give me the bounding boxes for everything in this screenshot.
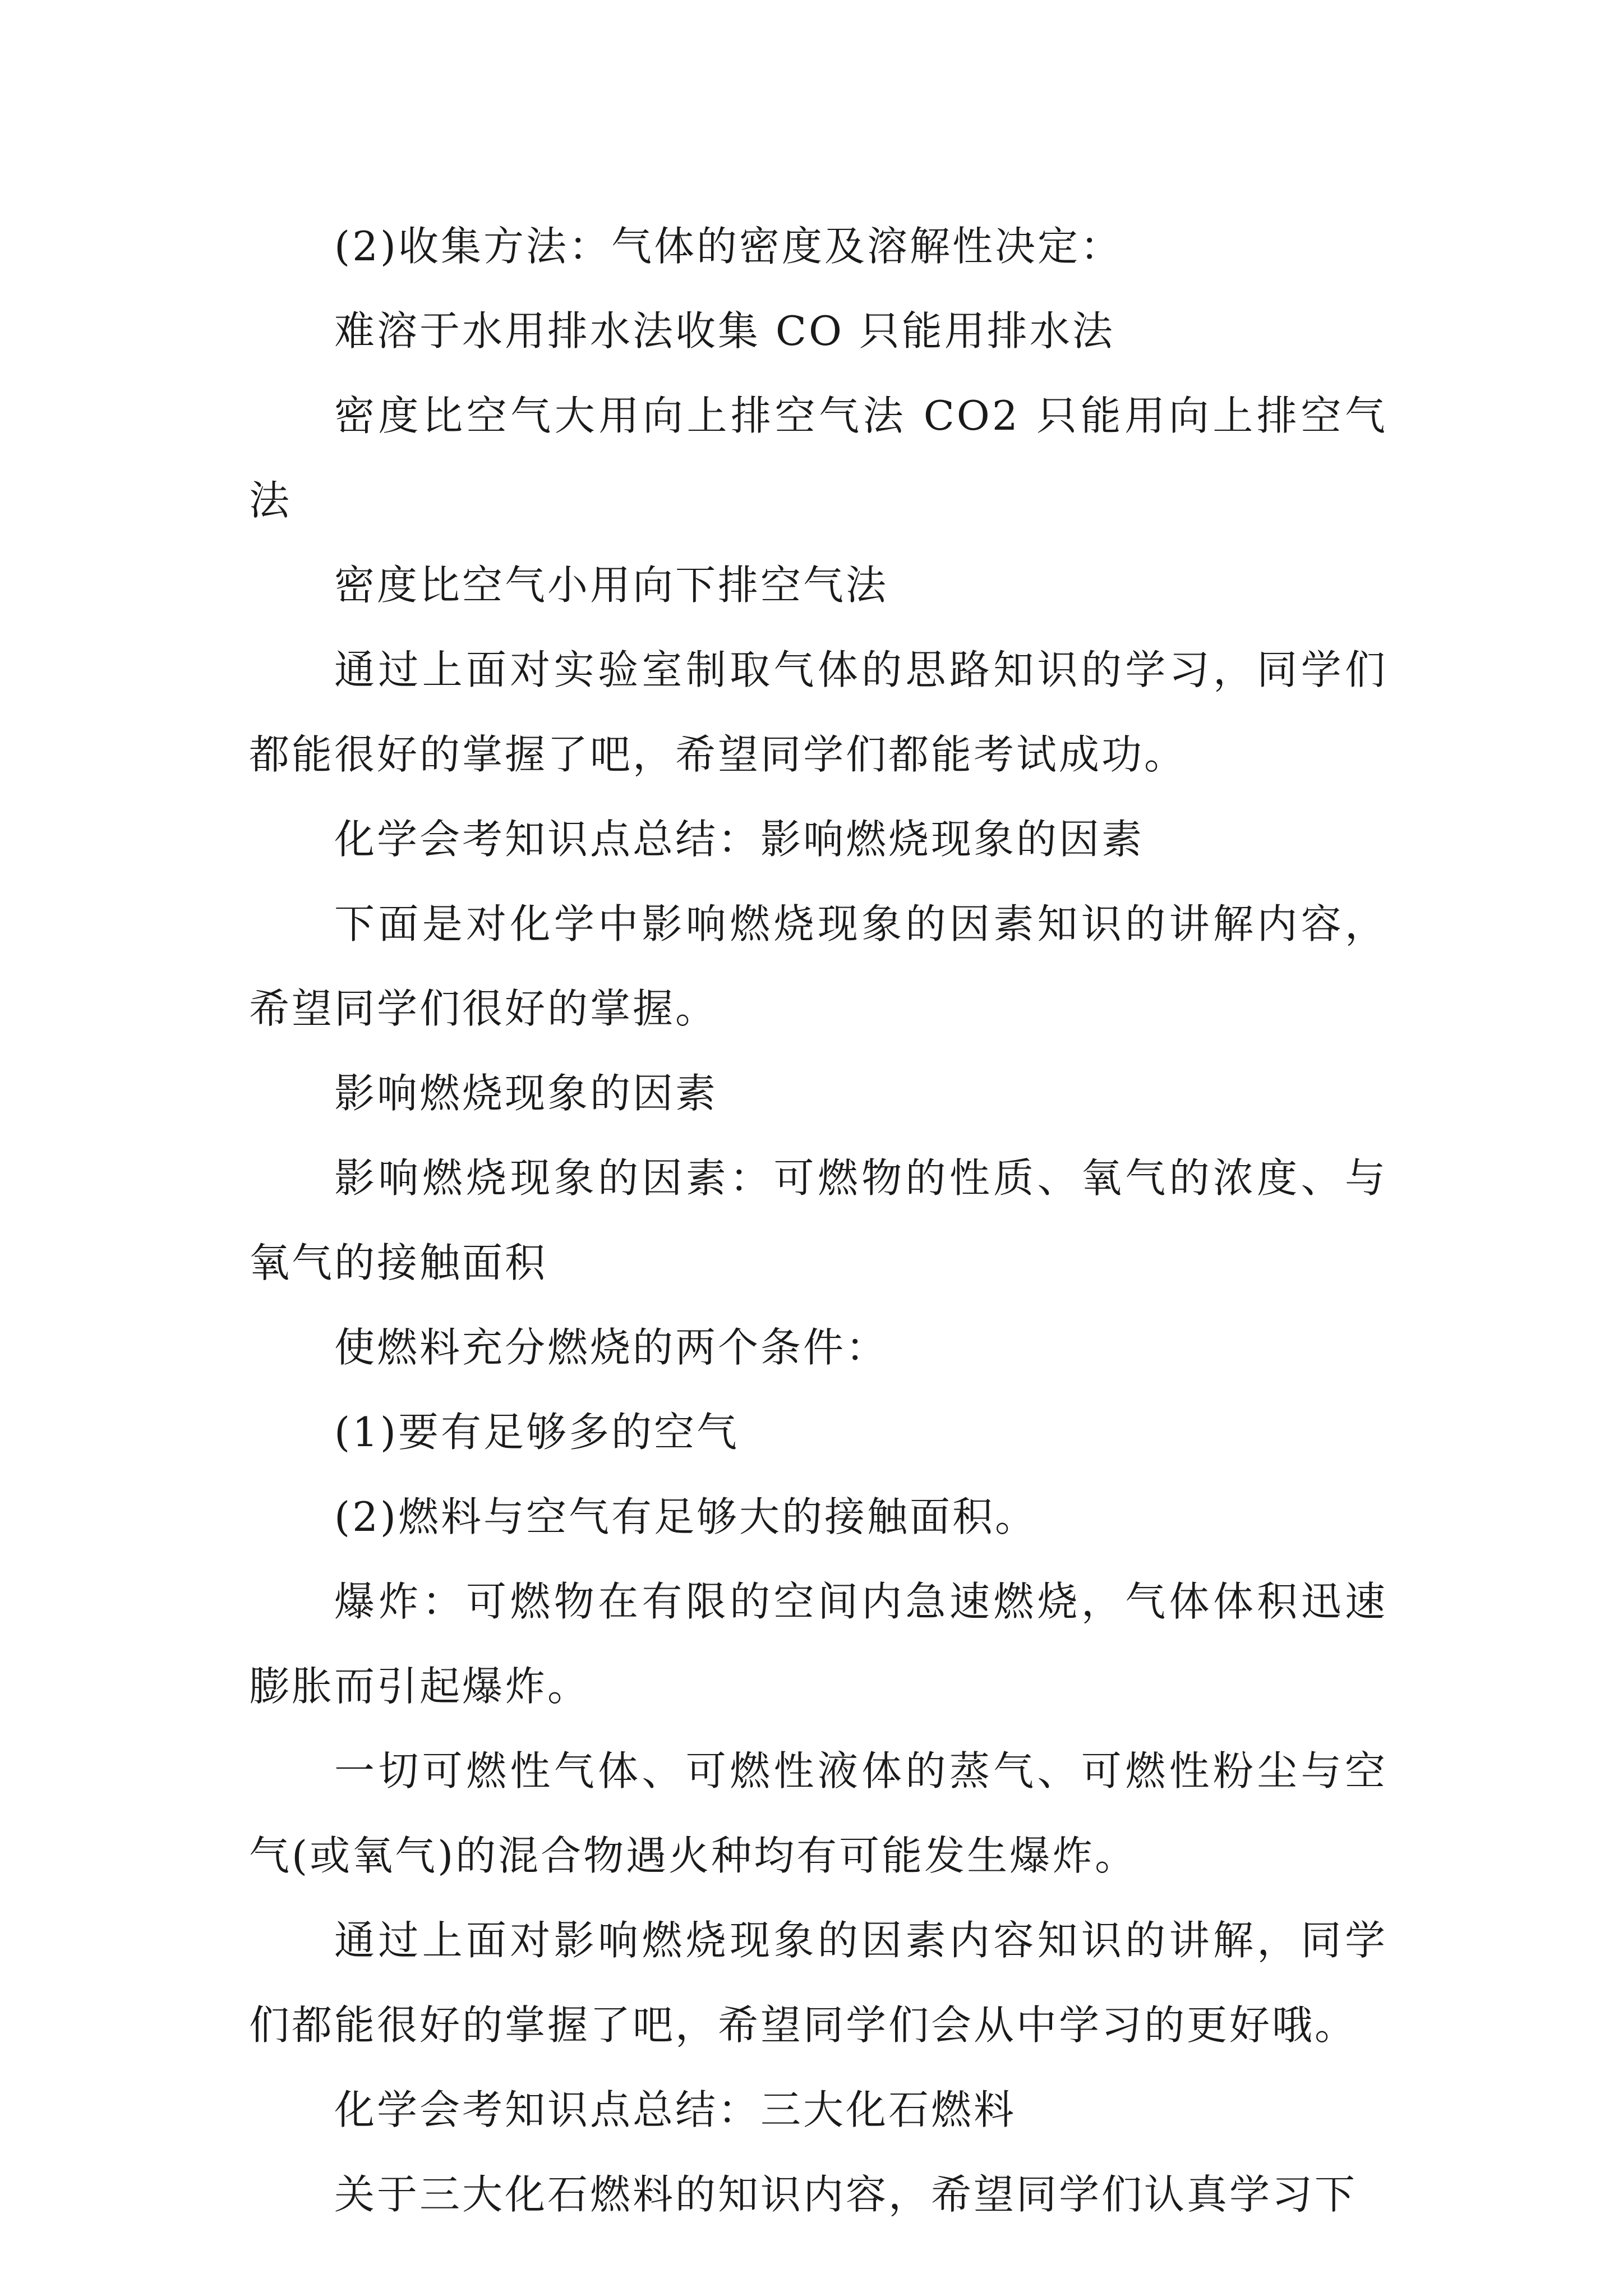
paragraph-combustion-intro: 下面是对化学中影响燃烧现象的因素知识的讲解内容，希望同学们很好的掌握。 (249, 900, 1387, 1032)
paragraph-explosion-definition: 爆炸：可燃物在有限的空间内急速燃烧，气体体积迅速膨胀而引起爆炸。 (249, 1578, 1387, 1710)
paragraph-upward-air-displacement: 密度比空气大用向上排空气法 CO2 只能用向上排空气法 (249, 392, 1387, 524)
paragraph-combustion-factors-list: 影响燃烧现象的因素：可燃物的性质、氧气的浓度、与氧气的接触面积 (249, 1154, 1387, 1286)
paragraph-fossil-fuels-intro: 关于三大化石燃料的知识内容，希望同学们认真学习下 (334, 2171, 1358, 2218)
subheading-combustion-factors: 影响燃烧现象的因素 (334, 1070, 718, 1117)
paragraph-water-displacement: 难溶于水用排水法收集 CO 只能用排水法 (334, 307, 1115, 355)
paragraph-collection-method: (2)收集方法：气体的密度及溶解性决定： (334, 223, 1123, 270)
list-item-contact-area: (2)燃料与空气有足够大的接触面积。 (334, 1493, 1038, 1540)
section-heading-combustion-factors: 化学会考知识点总结：影响燃烧现象的因素 (334, 816, 1145, 863)
list-item-enough-air: (1)要有足够多的空气 (334, 1409, 739, 1456)
document-body (249, 204, 1387, 2237)
paragraph-full-combustion-conditions: 使燃料充分燃烧的两个条件： (334, 1324, 889, 1371)
paragraph-downward-air-displacement: 密度比空气小用向下排空气法 (334, 562, 889, 609)
paragraph-explosion-mixtures: 一切可燃性气体、可燃性液体的蒸气、可燃性粉尘与空气(或氧气)的混合物遇火种均有可能发生爆炸。 (249, 1747, 1387, 1879)
paragraph-combustion-summary: 通过上面对影响燃烧现象的因素内容知识的讲解，同学们都能很好的掌握了吧，希望同学们会从中学习的更好哦。 (249, 1917, 1387, 2049)
paragraph-lab-gas-summary: 通过上面对实验室制取气体的思路知识的学习，同学们都能很好的掌握了吧，希望同学们都能考试成功。 (249, 646, 1387, 778)
section-heading-fossil-fuels: 化学会考知识点总结：三大化石燃料 (334, 2086, 1017, 2133)
